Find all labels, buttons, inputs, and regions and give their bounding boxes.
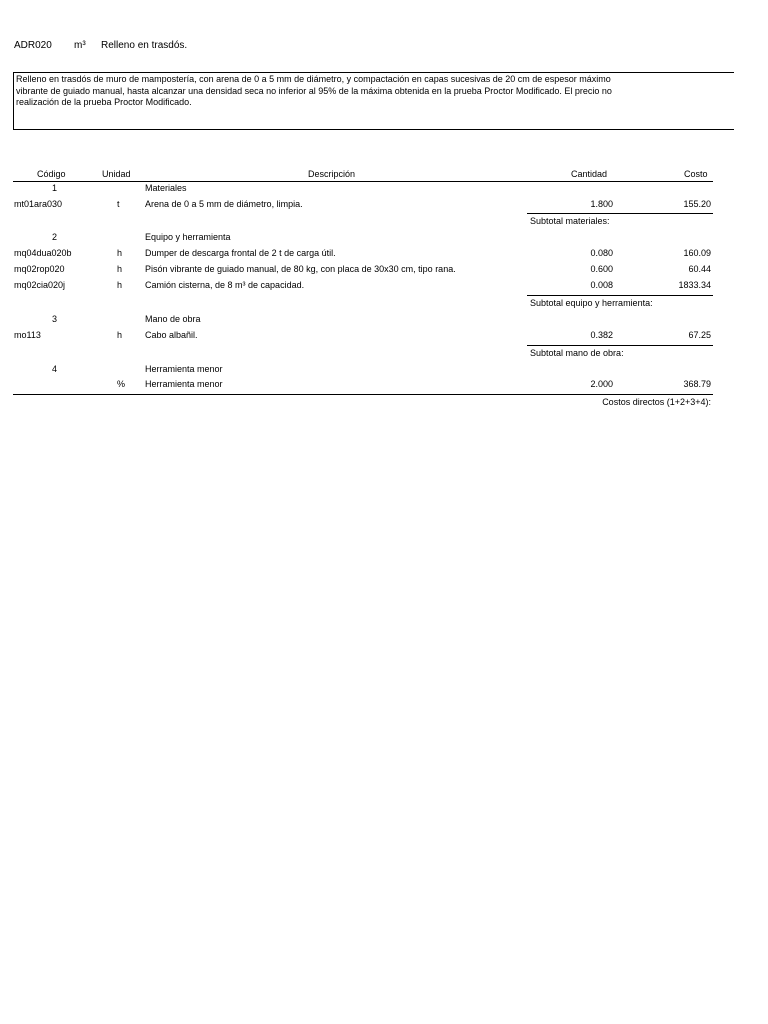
row-quantity: 0.080 bbox=[590, 248, 613, 258]
subtotal-label: Subtotal mano de obra: bbox=[530, 348, 624, 358]
row-quantity: 0.382 bbox=[590, 330, 613, 340]
column-header-description: Descripción bbox=[308, 169, 356, 179]
section-title: Equipo y herramienta bbox=[145, 232, 231, 242]
subtotal-rule bbox=[527, 345, 713, 346]
column-header-cost: Costo bbox=[684, 169, 708, 179]
row-code: mo113 bbox=[14, 330, 41, 340]
row-cost: 67.25 bbox=[688, 330, 711, 340]
header-rule bbox=[13, 181, 713, 182]
row-cost: 368.79 bbox=[683, 379, 711, 389]
description-text bbox=[16, 74, 612, 109]
row-description: Arena de 0 a 5 mm de diámetro, limpia. bbox=[145, 199, 303, 209]
section-number: 4 bbox=[52, 364, 58, 374]
section-title: Herramienta menor bbox=[145, 364, 223, 374]
section-number: 1 bbox=[52, 183, 58, 193]
column-header-quantity: Cantidad bbox=[571, 169, 608, 179]
row-unit: h bbox=[117, 264, 123, 274]
row-unit: h bbox=[117, 330, 123, 340]
item-code: ADR020 bbox=[14, 40, 52, 51]
subtotal-rule bbox=[527, 213, 713, 214]
row-description: Camión cisterna, de 8 m³ de capacidad. bbox=[145, 280, 305, 290]
row-unit: t bbox=[117, 199, 120, 209]
row-code: mq04dua020b bbox=[14, 248, 72, 258]
total-rule bbox=[13, 394, 713, 395]
description-box bbox=[13, 72, 734, 130]
column-header-unit: Unidad bbox=[102, 169, 131, 179]
item-title: Relleno en trasdós. bbox=[101, 40, 188, 51]
row-cost: 160.09 bbox=[683, 248, 711, 258]
row-cost: 155.20 bbox=[683, 199, 711, 209]
section-number: 2 bbox=[52, 232, 58, 242]
item-unit: m³ bbox=[74, 40, 86, 51]
subtotal-rule bbox=[527, 295, 713, 296]
row-description: Cabo albañil. bbox=[145, 330, 198, 340]
row-cost: 60.44 bbox=[688, 264, 711, 274]
row-unit: % bbox=[117, 379, 126, 389]
subtotal-label: Subtotal materiales: bbox=[530, 216, 610, 226]
description-line: realización de la prueba Proctor Modificado. bbox=[16, 97, 192, 107]
row-description: Herramienta menor bbox=[145, 379, 223, 389]
column-header-code: Código bbox=[37, 169, 66, 179]
section-title: Materiales bbox=[145, 183, 187, 193]
row-unit: h bbox=[117, 248, 123, 258]
row-quantity: 1.800 bbox=[590, 199, 613, 209]
row-description: Dumper de descarga frontal de 2 t de carga útil. bbox=[145, 248, 336, 258]
section-number: 3 bbox=[52, 314, 58, 324]
row-quantity: 0.600 bbox=[590, 264, 613, 274]
row-code: mt01ara030 bbox=[14, 199, 63, 209]
row-unit: h bbox=[117, 280, 123, 290]
row-description: Pisón vibrante de guiado manual, de 80 kg, con placa de 30x30 cm, tipo rana. bbox=[145, 264, 456, 274]
row-code: mq02cia020j bbox=[14, 280, 66, 290]
row-code: mq02rop020 bbox=[14, 264, 65, 274]
description-line: Relleno en trasdós de muro de mampostería, con arena de 0 a 5 mm de diámetro, y compactación en capas sucesivas de 20 cm de espesor máximo bbox=[16, 74, 611, 84]
total-label: Costos directos (1+2+3+4): bbox=[602, 397, 711, 407]
row-quantity: 0.008 bbox=[590, 280, 613, 290]
row-cost: 1833.34 bbox=[678, 280, 711, 290]
description-line: vibrante de guiado manual, hasta alcanzar una densidad seca no inferior al 95% de la máxima obtenida en la prueba Proctor Modificado. El precio no bbox=[16, 85, 612, 96]
section-title: Mano de obra bbox=[145, 314, 201, 324]
subtotal-label: Subtotal equipo y herramienta: bbox=[530, 298, 653, 308]
row-quantity: 2.000 bbox=[590, 379, 613, 389]
